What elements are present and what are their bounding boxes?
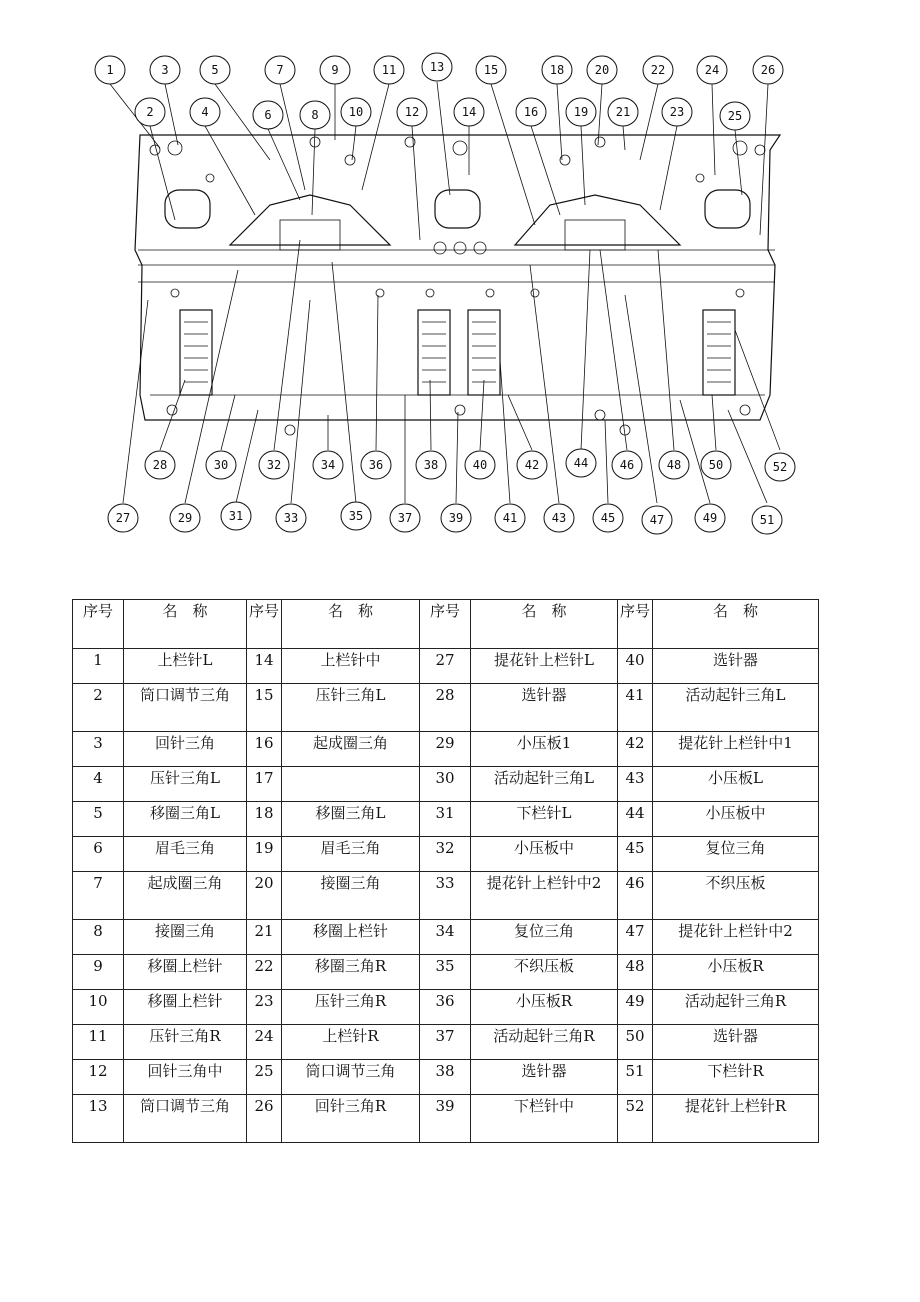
callout-label: 8 (311, 108, 319, 122)
part-name-cell: 移圈三角R (282, 955, 420, 990)
callout-label: 33 (283, 511, 299, 525)
part-number-cell: 10 (73, 990, 124, 1025)
callout-label: 19 (573, 105, 589, 119)
part-number-cell: 33 (420, 872, 471, 920)
part-number-cell: 18 (247, 802, 282, 837)
callout-label: 4 (201, 105, 209, 119)
part-name-cell: 移圈上栏针 (124, 955, 247, 990)
callout-label: 5 (211, 63, 219, 77)
callout-label: 15 (483, 63, 499, 77)
part-name-cell: 压针三角R (124, 1025, 247, 1060)
part-name-cell: 小压板中 (471, 837, 618, 872)
part-number-cell: 1 (73, 649, 124, 684)
callout-label: 3 (161, 63, 169, 77)
callout-label: 28 (152, 458, 168, 472)
parts-list-table (72, 599, 819, 1143)
part-name-cell: 选针器 (471, 684, 618, 732)
part-name-cell: 压针三角L (282, 684, 420, 732)
callout-label: 47 (649, 513, 665, 527)
header-name: 名 称 (282, 600, 420, 649)
part-name-cell: 筒口调节三角 (124, 1095, 247, 1143)
part-number-cell: 39 (420, 1095, 471, 1143)
callout-label: 51 (759, 513, 775, 527)
part-number-cell: 29 (420, 732, 471, 767)
part-name-cell: 小压板中 (653, 802, 819, 837)
part-number-cell: 51 (618, 1060, 653, 1095)
callout-label: 48 (666, 458, 682, 472)
table-row (73, 872, 819, 920)
header-seq: 序号 (73, 600, 124, 649)
callout-label: 6 (264, 108, 272, 122)
part-number-cell: 30 (420, 767, 471, 802)
table-body (73, 649, 819, 1143)
part-number-cell: 21 (247, 920, 282, 955)
header-seq: 序号 (618, 600, 653, 649)
callout-label: 12 (404, 105, 420, 119)
callout-label: 16 (523, 105, 539, 119)
callout-label: 52 (772, 460, 788, 474)
part-name-cell: 上栏针中 (282, 649, 420, 684)
part-name-cell: 接圈三角 (282, 872, 420, 920)
part-number-cell: 19 (247, 837, 282, 872)
callout-label: 25 (727, 109, 743, 123)
part-number-cell: 9 (73, 955, 124, 990)
table-row (73, 1060, 819, 1095)
callout-label: 23 (669, 105, 685, 119)
header-name: 名 称 (653, 600, 819, 649)
part-name-cell: 下栏针L (471, 802, 618, 837)
callout-label: 32 (266, 458, 282, 472)
callout-label: 21 (615, 105, 631, 119)
callout-label: 46 (619, 458, 635, 472)
callout-label: 36 (368, 458, 384, 472)
part-name-cell: 活动起针三角R (653, 990, 819, 1025)
table-row (73, 1095, 819, 1143)
callout-label: 27 (115, 511, 131, 525)
part-number-cell: 20 (247, 872, 282, 920)
callout-label: 50 (708, 458, 724, 472)
part-name-cell: 筒口调节三角 (282, 1060, 420, 1095)
callout-label: 1 (106, 63, 114, 77)
table-row (73, 920, 819, 955)
callout-label: 9 (331, 63, 339, 77)
part-name-cell: 选针器 (471, 1060, 618, 1095)
part-name-cell: 下栏针R (653, 1060, 819, 1095)
part-name-cell: 提花针上栏针中1 (653, 732, 819, 767)
part-name-cell: 压针三角R (282, 990, 420, 1025)
part-number-cell: 12 (73, 1060, 124, 1095)
header-name: 名 称 (124, 600, 247, 649)
header-name: 名 称 (471, 600, 618, 649)
part-name-cell: 回针三角R (282, 1095, 420, 1143)
callout-label: 34 (320, 458, 336, 472)
part-number-cell: 3 (73, 732, 124, 767)
part-name-cell: 提花针上栏针L (471, 649, 618, 684)
part-number-cell: 49 (618, 990, 653, 1025)
callout-label: 37 (397, 511, 413, 525)
part-number-cell: 47 (618, 920, 653, 955)
table-row (73, 837, 819, 872)
callout-label: 29 (177, 511, 193, 525)
callout-label: 22 (650, 63, 666, 77)
part-number-cell: 14 (247, 649, 282, 684)
callout-label: 13 (429, 60, 445, 74)
callout-label: 42 (524, 458, 540, 472)
table-header-row (73, 600, 819, 649)
callout-label: 31 (228, 509, 244, 523)
part-name-cell: 移圈上栏针 (124, 990, 247, 1025)
part-name-cell: 筒口调节三角 (124, 684, 247, 732)
part-name-cell: 小压板L (653, 767, 819, 802)
part-name-cell: 起成圈三角 (124, 872, 247, 920)
table-row (73, 955, 819, 990)
header-seq: 序号 (247, 600, 282, 649)
part-name-cell: 上栏针L (124, 649, 247, 684)
part-number-cell: 41 (618, 684, 653, 732)
part-name-cell: 选针器 (653, 1025, 819, 1060)
part-number-cell: 25 (247, 1060, 282, 1095)
part-number-cell: 7 (73, 872, 124, 920)
part-name-cell: 活动起针三角L (471, 767, 618, 802)
part-number-cell: 13 (73, 1095, 124, 1143)
header-seq: 序号 (420, 600, 471, 649)
part-number-cell: 27 (420, 649, 471, 684)
table-row (73, 767, 819, 802)
part-number-cell: 38 (420, 1060, 471, 1095)
part-number-cell: 40 (618, 649, 653, 684)
part-name-cell: 复位三角 (653, 837, 819, 872)
callout-label: 11 (381, 63, 397, 77)
part-number-cell: 28 (420, 684, 471, 732)
cam-plate (135, 135, 780, 435)
part-number-cell: 37 (420, 1025, 471, 1060)
callout-row-2 (135, 98, 750, 130)
part-name-cell: 小压板R (653, 955, 819, 990)
part-number-cell: 45 (618, 837, 653, 872)
part-number-cell: 4 (73, 767, 124, 802)
part-number-cell: 16 (247, 732, 282, 767)
part-number-cell: 34 (420, 920, 471, 955)
part-name-cell: 压针三角L (124, 767, 247, 802)
part-number-cell: 31 (420, 802, 471, 837)
part-number-cell: 5 (73, 802, 124, 837)
part-name-cell: 不织压板 (653, 872, 819, 920)
callout-label: 35 (348, 509, 364, 523)
part-number-cell: 17 (247, 767, 282, 802)
callout-label: 45 (600, 511, 616, 525)
part-name-cell: 移圈三角L (282, 802, 420, 837)
table-row (73, 684, 819, 732)
part-name-cell: 选针器 (653, 649, 819, 684)
callout-label: 14 (461, 105, 477, 119)
callout-label: 18 (549, 63, 565, 77)
part-name-cell: 活动起针三角L (653, 684, 819, 732)
callout-label: 20 (594, 63, 610, 77)
part-name-cell: 上栏针R (282, 1025, 420, 1060)
part-name-cell: 提花针上栏针R (653, 1095, 819, 1143)
part-number-cell: 32 (420, 837, 471, 872)
part-number-cell: 48 (618, 955, 653, 990)
part-number-cell: 46 (618, 872, 653, 920)
part-name-cell: 提花针上栏针中2 (653, 920, 819, 955)
part-number-cell: 50 (618, 1025, 653, 1060)
part-number-cell: 2 (73, 684, 124, 732)
part-number-cell: 36 (420, 990, 471, 1025)
callout-label: 49 (702, 511, 718, 525)
part-name-cell: 眉毛三角 (124, 837, 247, 872)
callout-label: 41 (502, 511, 518, 525)
callout-label: 44 (573, 456, 589, 470)
part-number-cell: 43 (618, 767, 653, 802)
part-name-cell: 起成圈三角 (282, 732, 420, 767)
part-number-cell: 52 (618, 1095, 653, 1143)
table-row (73, 802, 819, 837)
callout-row-4 (108, 502, 782, 534)
part-name-cell (282, 767, 420, 802)
callout-label: 30 (213, 458, 229, 472)
table-row (73, 1025, 819, 1060)
part-name-cell: 小压板R (471, 990, 618, 1025)
callout-label: 10 (348, 105, 364, 119)
part-name-cell: 小压板1 (471, 732, 618, 767)
part-name-cell: 回针三角中 (124, 1060, 247, 1095)
callout-label: 7 (276, 63, 284, 77)
callout-label: 38 (423, 458, 439, 472)
part-number-cell: 26 (247, 1095, 282, 1143)
part-number-cell: 6 (73, 837, 124, 872)
part-name-cell: 移圈上栏针 (282, 920, 420, 955)
part-name-cell: 活动起针三角R (471, 1025, 618, 1060)
table-row (73, 990, 819, 1025)
part-number-cell: 24 (247, 1025, 282, 1060)
table-row (73, 649, 819, 684)
callout-label: 2 (146, 105, 154, 119)
part-name-cell: 下栏针中 (471, 1095, 618, 1143)
callout-label: 24 (704, 63, 720, 77)
cam-assembly-drawing (0, 0, 920, 560)
part-number-cell: 11 (73, 1025, 124, 1060)
part-number-cell: 35 (420, 955, 471, 990)
table-row (73, 732, 819, 767)
part-name-cell: 回针三角 (124, 732, 247, 767)
part-number-cell: 23 (247, 990, 282, 1025)
part-name-cell: 接圈三角 (124, 920, 247, 955)
callout-label: 40 (472, 458, 488, 472)
callout-label: 43 (551, 511, 567, 525)
part-number-cell: 15 (247, 684, 282, 732)
part-number-cell: 44 (618, 802, 653, 837)
part-number-cell: 42 (618, 732, 653, 767)
part-name-cell: 复位三角 (471, 920, 618, 955)
part-number-cell: 22 (247, 955, 282, 990)
part-name-cell: 移圈三角L (124, 802, 247, 837)
callout-row-1 (95, 53, 783, 84)
callout-label: 39 (448, 511, 464, 525)
callout-label: 26 (760, 63, 776, 77)
part-name-cell: 提花针上栏针中2 (471, 872, 618, 920)
part-number-cell: 8 (73, 920, 124, 955)
part-name-cell: 眉毛三角 (282, 837, 420, 872)
part-name-cell: 不织压板 (471, 955, 618, 990)
